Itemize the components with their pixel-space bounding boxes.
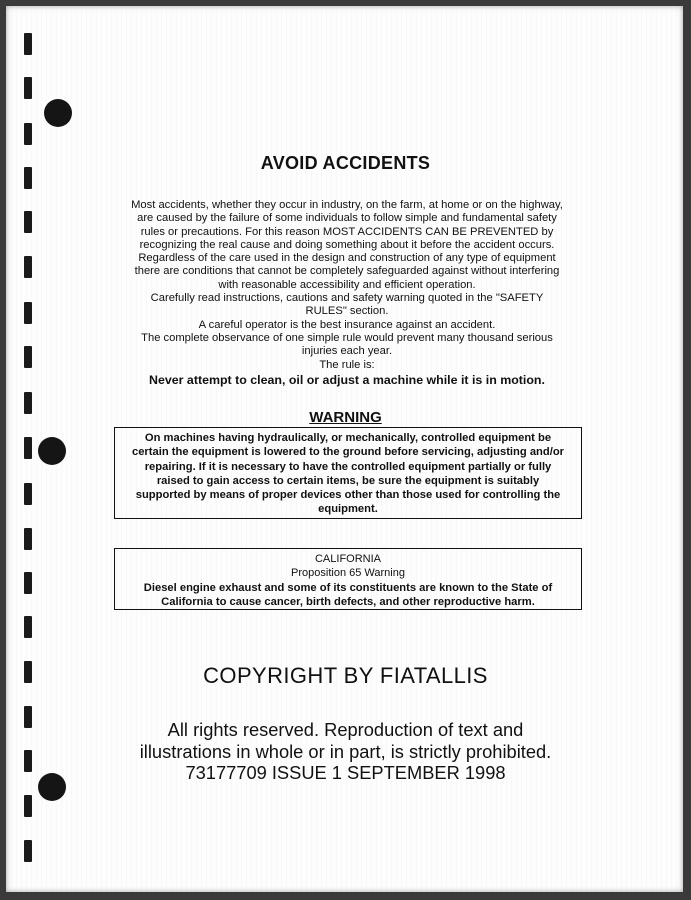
intro-line: Carefully read instructions, cautions and safety warning quoted in the "SAFETY <box>150 292 544 305</box>
intro-line: The rule is: <box>319 358 375 371</box>
warning-line: equipment. <box>318 503 378 516</box>
warning-box <box>114 427 582 519</box>
warning-line: raised to gain access to certain items, be sure the equipment is suitably <box>156 474 540 487</box>
warning-line: supported by means of proper devices other than those used for controlling the <box>135 489 561 502</box>
document-number: 73177709 ISSUE 1 SEPTEMBER 1998 <box>185 762 506 783</box>
intro-line: recognizing the real cause and doing something about it before the accident occurs. <box>139 238 555 251</box>
intro-line: there are conditions that cannot be completely safeguarded against without interfering <box>134 265 560 278</box>
warning-line: On machines having hydraulically, or mechanically, controlled equipment be <box>144 432 552 444</box>
warning-line: repairing. If it is necessary to have the controlled equipment partially or fully <box>144 460 552 473</box>
page-title: AVOID ACCIDENTS <box>260 153 431 173</box>
safety-rule: Never attempt to clean, oil or adjust a machine while it is in motion. <box>149 372 545 387</box>
intro-line: The complete observance of one simple rule would prevent many thousand serious <box>141 331 553 344</box>
intro-line: with reasonable accessibility and efficient operation. <box>218 278 476 291</box>
intro-text <box>112 199 582 387</box>
intro-line: RULES" section. <box>305 305 389 318</box>
copyright-notice: COPYRIGHT BY FIATALLIS <box>203 663 488 688</box>
california-heading: CALIFORNIA <box>314 553 381 565</box>
intro-line: injuries each year. <box>301 345 393 358</box>
intro-line: are caused by the failure of some individuals to follow simple and fundamental safety <box>137 212 557 225</box>
california-box <box>114 548 582 610</box>
rights-line: illustrations in whole or in part, is strictly prohibited. <box>139 740 552 762</box>
intro-line: Regardless of the care used in the design and construction of any type of equipment <box>138 252 556 265</box>
rights-notice <box>0 719 691 784</box>
warning-line: certain the equipment is lowered to the ground before servicing, adjusting and/or <box>131 446 565 459</box>
rights-line: All rights reserved. Reproduction of text and <box>167 719 524 740</box>
california-subheading: Proposition 65 Warning <box>291 567 405 580</box>
california-line: Diesel engine exhaust and some of its constituents are known to the State of <box>143 581 553 594</box>
warning-heading: WARNING <box>309 409 382 426</box>
intro-line: Most accidents, whether they occur in industry, on the farm, at home or on the highway, <box>131 199 563 211</box>
california-line: California to cause cancer, birth defects, and other reproductive harm. <box>161 595 535 608</box>
intro-line: A careful operator is the best insurance against an accident. <box>198 318 496 331</box>
intro-line: rules or precautions. For this reason MOST ACCIDENTS CAN BE PREVENTED by <box>140 225 554 238</box>
